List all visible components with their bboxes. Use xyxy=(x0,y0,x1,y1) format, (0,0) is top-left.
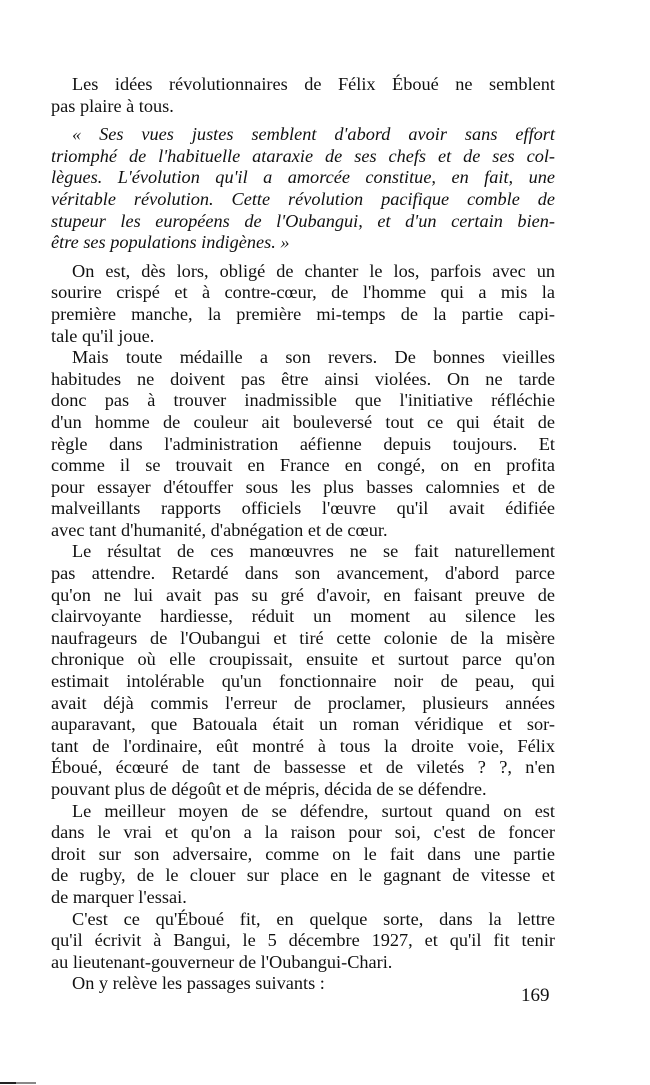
text-line: tale qu'il joue. xyxy=(51,325,155,346)
scan-edge-mark-light xyxy=(16,1082,36,1084)
text-line: être ses populations indigènes. » xyxy=(51,232,290,253)
text-line: pour essayer d'étouffer sous les plus basses calomnies et de xyxy=(51,476,555,497)
paragraph-gap xyxy=(51,117,555,124)
paragraph xyxy=(51,973,555,995)
text-line: Mais toute médaille a son revers. De bonnes vieilles xyxy=(72,347,555,368)
text-line: Le résultat de ces manœuvres ne se fait naturellement xyxy=(72,541,555,562)
text-line: avait déjà commis l'erreur de proclamer, plusieurs années xyxy=(51,692,555,713)
text-line: donc pas à trouver inadmissible que l'initiative réfléchie xyxy=(51,390,555,411)
text-line: véritable révolution. Cette révolution pacifique comble de xyxy=(51,188,555,209)
text-line: qu'il écrivit à Bangui, le 5 décembre 1927, et qu'il fit tenir xyxy=(51,930,555,951)
text-line: clairvoyante hardiesse, réduit un moment au silence les xyxy=(51,606,555,627)
text-line: de rugby, de le clouer sur place en le gagnant de vitesse et xyxy=(51,865,555,886)
paragraph-gap xyxy=(51,254,555,261)
text-line: comme il se trouvait en France en congé, on en profita xyxy=(51,455,555,476)
text-line: chronique où elle croupissait, ensuite et surtout parce qu'on xyxy=(51,649,555,670)
text-line: Éboué, écœuré de tant de bassesse et de viletés ? ?, n'en xyxy=(51,757,555,778)
block-quote xyxy=(51,124,555,254)
text-line: malveillants rapports officiels l'œuvre qu'il avait édifiée xyxy=(51,498,555,519)
text-line: habitudes ne doivent pas être ainsi violées. On ne tarde xyxy=(51,368,555,389)
text-line: au lieutenant-gouverneur de l'Oubangui-Chari. xyxy=(51,951,393,972)
text-line: Les idées révolutionnaires de Félix Éboué ne semblent xyxy=(72,74,555,94)
text-line: estimait intolérable qu'un fonctionnaire noir de peau, qui xyxy=(51,671,555,692)
text-line: droit sur son adversaire, comme on le fait dans une partie xyxy=(51,843,555,864)
text-line: pouvant plus de dégoût et de mépris, décida de se défendre. xyxy=(51,779,487,799)
text-line: « Ses vues justes semblent d'abord avoir sans effort xyxy=(72,124,555,145)
text-line: règle dans l'administration aéfienne depuis toujours. Et xyxy=(51,433,555,454)
text-line: auparavant, que Batouala était un roman véridique et sor- xyxy=(51,714,555,735)
paragraph xyxy=(51,261,555,347)
text-line: sourire crispé et à contre-cœur, de l'homme qui a mis la xyxy=(51,282,555,303)
paragraph xyxy=(51,74,555,117)
text-line: qu'on ne lui avait pas su gré d'avoir, en faisant preuve de xyxy=(51,584,555,605)
text-line: stupeur les européens de l'Oubangui, et d'un certain bien- xyxy=(51,210,555,231)
text-line: d'un homme de couleur ait bouleversé tout ce qui était de xyxy=(51,411,555,432)
text-line: naufrageurs de l'Oubangui et tiré cette colonie de la misère xyxy=(51,627,555,648)
paragraph xyxy=(51,347,555,541)
text-line: On est, dès lors, obligé de chanter le los, parfois avec un xyxy=(72,260,555,281)
text-line: de marquer l'essai. xyxy=(51,886,187,907)
page-body xyxy=(51,74,555,995)
text-line: On y relève les passages suivants : xyxy=(72,973,325,994)
text-line: avec tant d'humanité, d'abnégation et de cœur. xyxy=(51,519,388,540)
text-line: Le meilleur moyen de se défendre, surtout quand on est xyxy=(72,800,555,821)
page-number: 169 xyxy=(521,985,550,1006)
paragraph xyxy=(51,541,555,800)
text-line: C'est ce qu'Éboué fit, en quelque sorte, dans la lettre xyxy=(72,908,555,929)
text-line: lègues. L'évolution qu'il a amorcée constitue, en fait, une xyxy=(51,167,555,188)
text-line: dans le vrai et qu'on a la raison pour soi, c'est de foncer xyxy=(51,822,555,843)
text-line: pas attendre. Retardé dans son avancement, d'abord parce xyxy=(51,563,555,584)
paragraph xyxy=(51,909,555,974)
text-line: pas plaire à tous. xyxy=(51,95,174,116)
text-line: tant de l'ordinaire, eût montré à tous la droite voie, Félix xyxy=(51,735,555,756)
text-line: première manche, la première mi-temps de la partie capi- xyxy=(51,303,555,324)
text-line: triomphé de l'habituelle ataraxie de ses chefs et de ses col- xyxy=(51,145,555,166)
paragraph xyxy=(51,801,555,909)
